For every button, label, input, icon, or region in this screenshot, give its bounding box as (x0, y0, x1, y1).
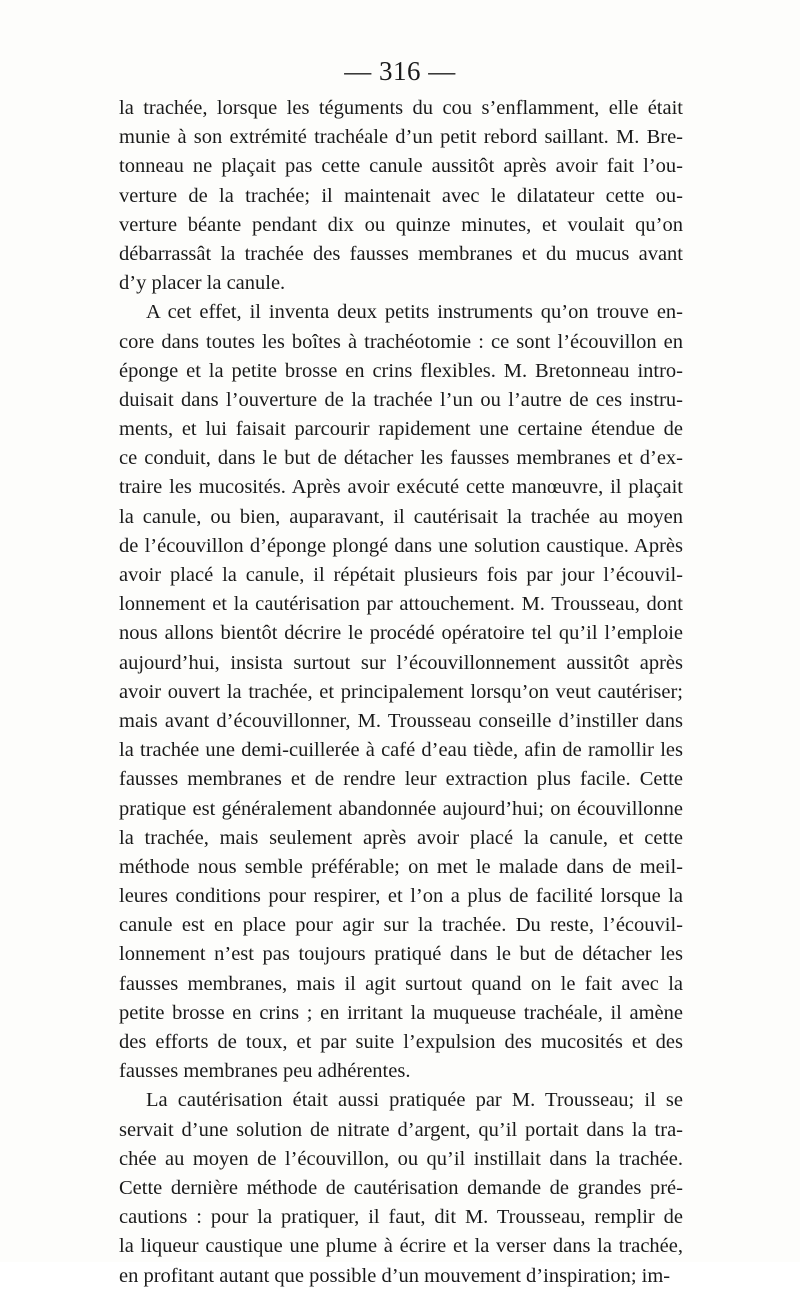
text-line: la trachée, mais seulement après avoir placé la canule, et cette (119, 826, 683, 849)
text-line: chée au moyen de l’écouvillon, ou qu’il instillait dans la trachée. (119, 1147, 683, 1170)
text-line: mais avant d’écouvillonner, M. Trousseau conseille d’instiller dans (119, 709, 683, 732)
text-line: cautions : pour la pratiquer, il faut, dit M. Trousseau, remplir de (119, 1206, 683, 1229)
text-line: la liqueur caustique une plume à écrire et la verser dans la trachée, (119, 1235, 683, 1258)
text-line: La cautérisation était aussi pratiquée par M. Trousseau; il se (146, 1089, 683, 1112)
text-line: de l’écouvillon d’éponge plongé dans une solution caustique. Après (119, 534, 683, 557)
text-line: nous allons bientôt décrire le procédé opératoire tel qu’il l’emploie (119, 622, 683, 645)
text-line: méthode nous semble préférable; on met le malade dans de meil- (119, 855, 683, 878)
text-line: core dans toutes les boîtes à trachéotomie : ce sont l’écouvillon en (119, 330, 683, 353)
text-line: pratique est généralement abandonnée aujourd’hui; on écouvillonne (119, 797, 683, 820)
paragraph (119, 1086, 683, 1290)
text-line: petite brosse en crins ; en irritant la muqueuse trachéale, il amène (119, 1001, 683, 1024)
text-line: la trachée, lorsque les téguments du cou s’enflamment, elle était (119, 97, 683, 119)
text-line: verture béante pendant dix ou quinze minutes, et voulait qu’on (119, 213, 683, 236)
text-line: canule est en place pour agir sur la trachée. Du reste, l’écouvil- (119, 914, 683, 937)
text-line: d’y placer la canule. (119, 272, 286, 295)
text-line: ce conduit, dans le but de détacher les fausses membranes et d’ex- (119, 447, 683, 470)
page-number: — 316 — (344, 56, 456, 86)
text-line: fausses membranes peu adhérentes. (119, 1060, 411, 1083)
text-line: munie à son extrémité trachéale d’un petit rebord saillant. M. Bre- (119, 126, 683, 149)
text-line: avoir placé la canule, il répétait plusieurs fois par jour l’écouvil- (119, 564, 683, 586)
text-line: verture de la trachée; il maintenait avec le dilatateur cette ou- (119, 184, 683, 207)
body-text (119, 94, 683, 1291)
text-line: aujourd’hui, insista surtout sur l’écouvillonnement aussitôt après (119, 651, 683, 674)
text-line: éponge et la petite brosse en crins flexibles. M. Bretonneau intro- (119, 359, 683, 382)
text-line: en profitant autant que possible d’un mouvement d’inspiration; im- (119, 1264, 671, 1287)
text-line: la trachée une demi-cuillerée à café d’eau tiède, afin de ramollir les (119, 739, 683, 762)
text-line: fausses membranes et de rendre leur extraction plus facile. Cette (119, 768, 683, 791)
text-line: servait d’une solution de nitrate d’argent, qu’il portait dans la tra- (119, 1118, 683, 1141)
text-line: A cet effet, il inventa deux petits instruments qu’on trouve en- (146, 301, 683, 324)
text-line: lonnement n’est pas toujours pratiqué dans le but de détacher les (119, 943, 683, 966)
text-line: ments, et lui faisait parcourir rapidement une certaine étendue de (119, 418, 683, 441)
text-line: leures conditions pour respirer, et l’on a plus de facilité lorsque la (119, 885, 683, 908)
text-line: duisait dans l’ouverture de la trachée l’un ou l’autre de ces instru- (119, 388, 683, 411)
text-line: la canule, ou bien, auparavant, il cautérisait la trachée au moyen (119, 505, 683, 528)
paragraph (119, 94, 683, 298)
text-line: des efforts de toux, et par suite l’expulsion des mucosités et des (119, 1031, 683, 1053)
paragraph (119, 298, 683, 1086)
text-line: tonneau ne plaçait pas cette canule aussitôt après avoir fait l’ou- (119, 155, 683, 178)
text-line: Cette dernière méthode de cautérisation demande de grandes pré- (119, 1176, 683, 1199)
text-line: fausses membranes, mais il agit surtout quand on le fait avec la (119, 972, 683, 995)
text-line: débarrassât la trachée des fausses membranes et du mucus avant (119, 242, 683, 265)
text-line: avoir ouvert la trachée, et principalement lorsqu’on veut cautériser; (119, 680, 683, 703)
text-line: traire les mucosités. Après avoir exécuté cette manœuvre, il plaçait (119, 476, 683, 499)
text-line: lonnement et la cautérisation par attouchement. M. Trousseau, dont (119, 593, 683, 616)
